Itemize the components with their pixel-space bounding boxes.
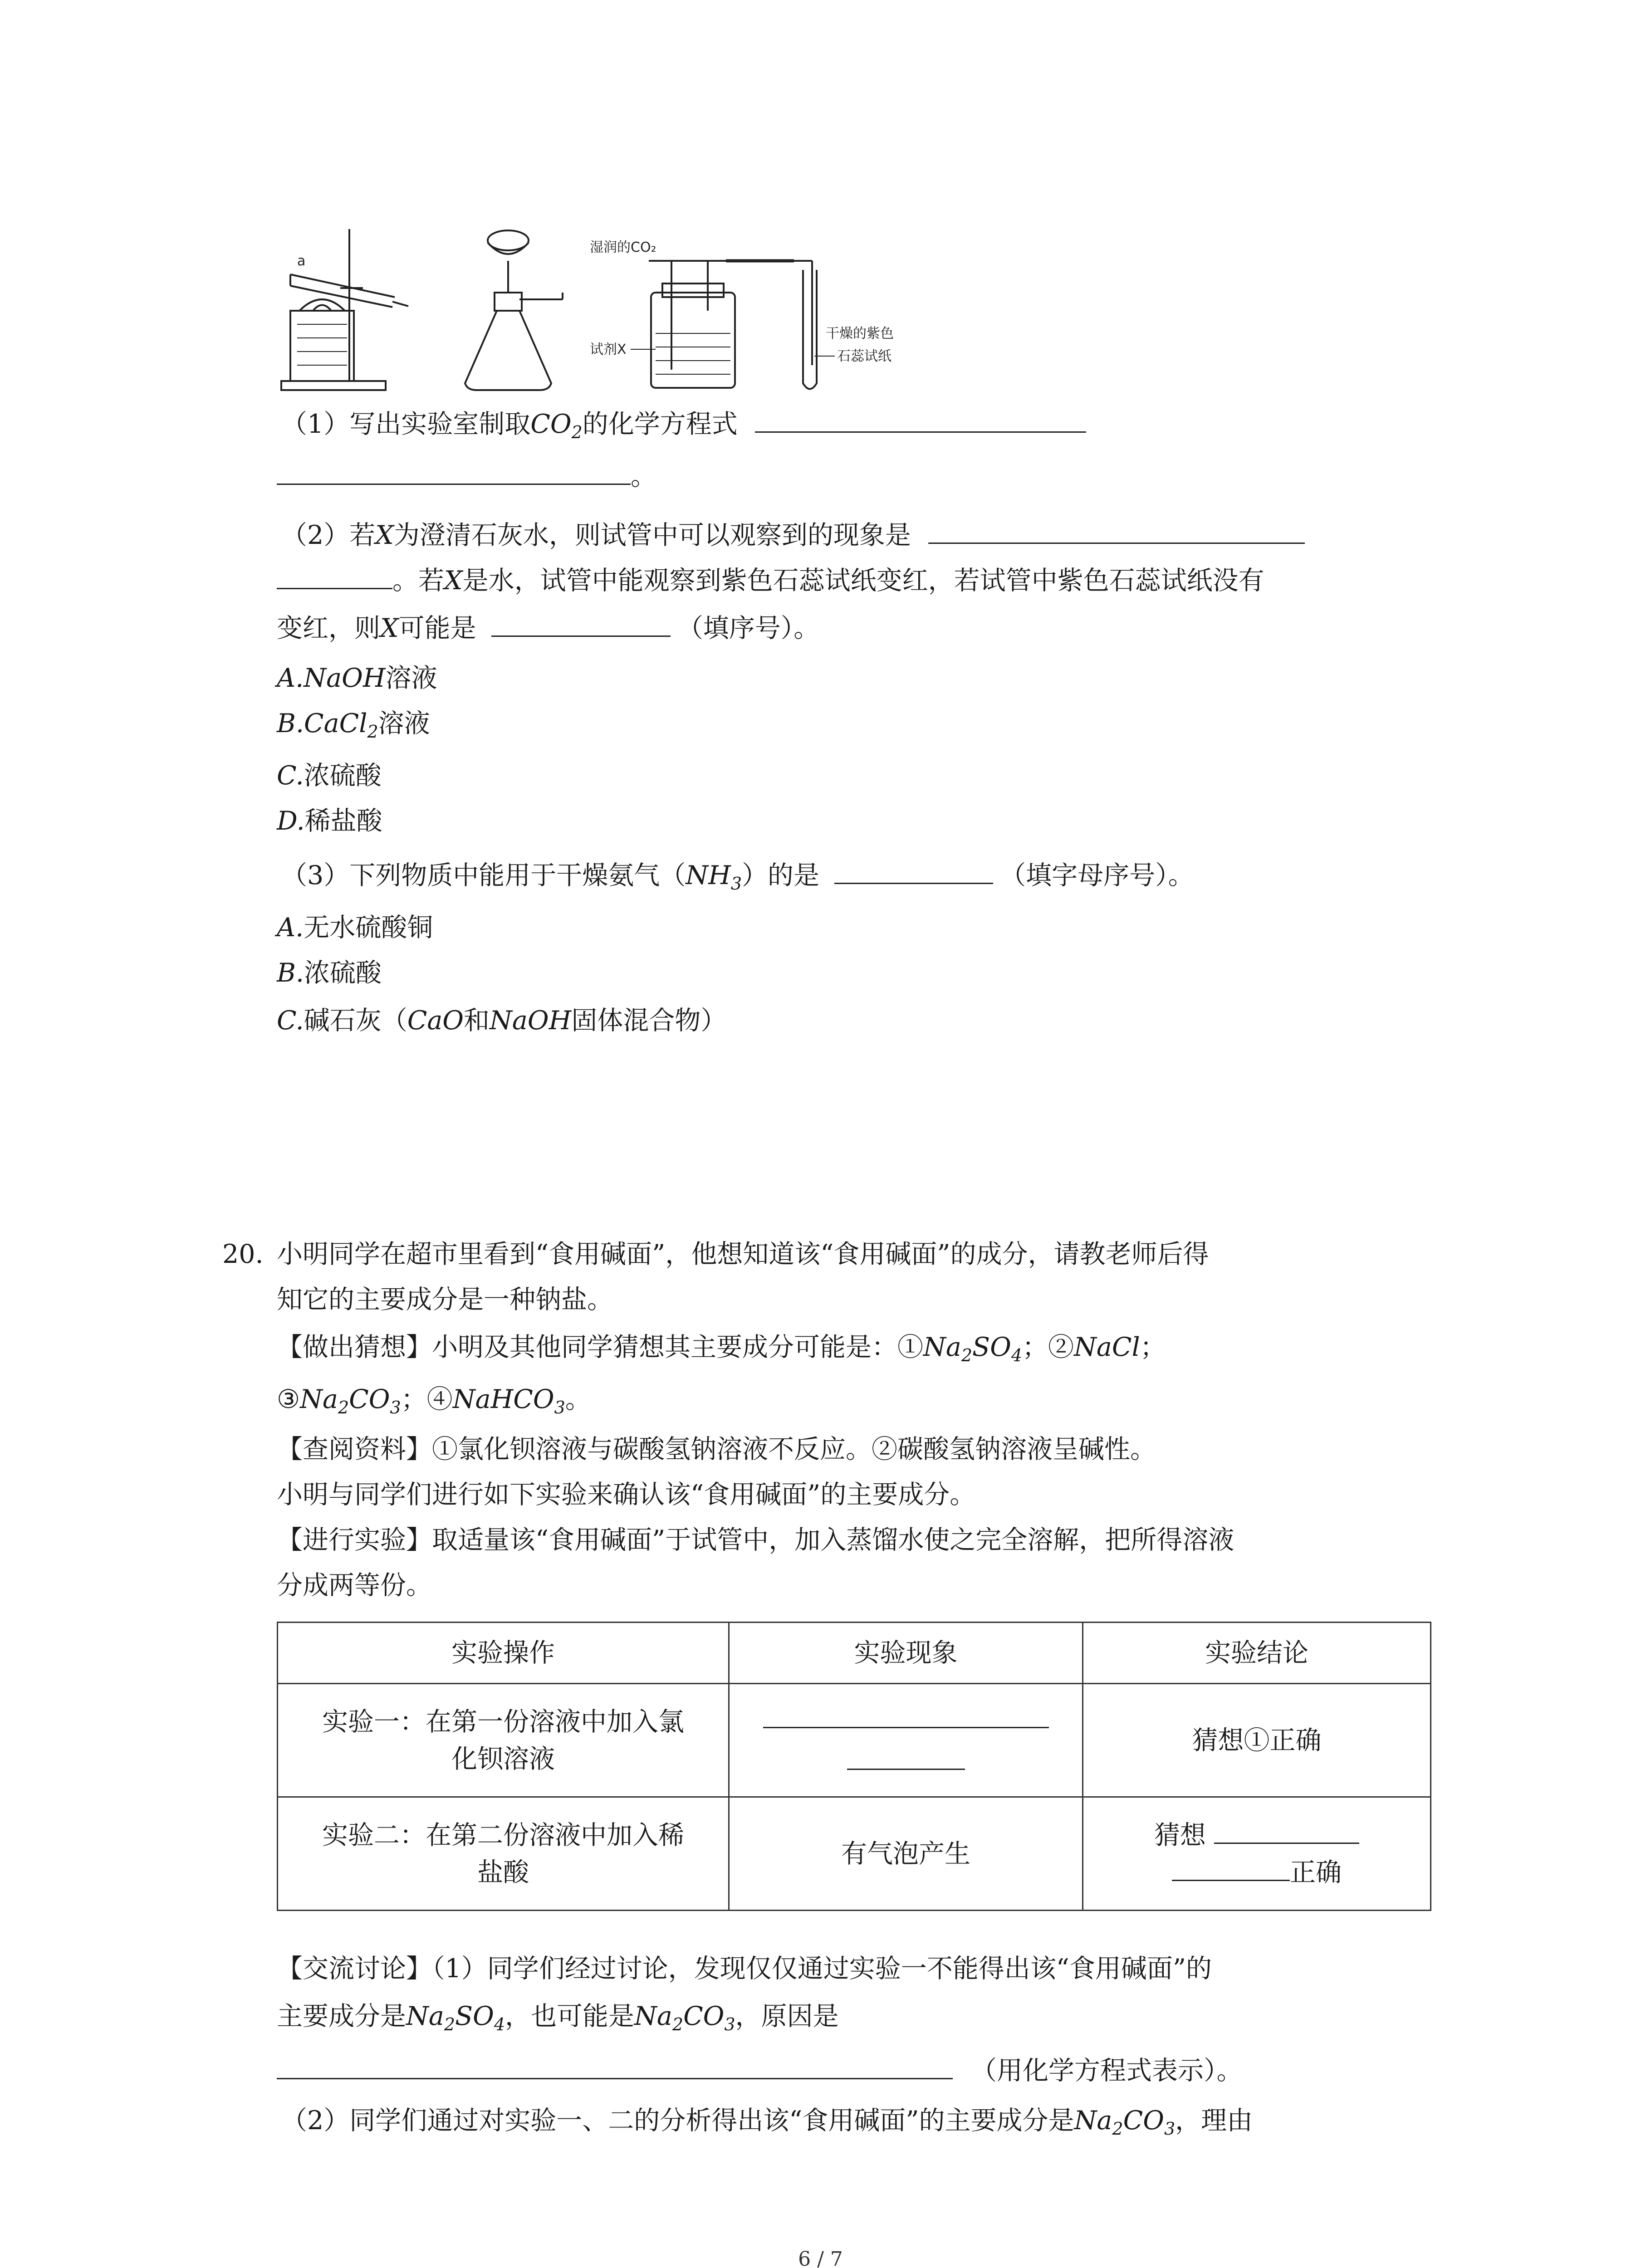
label-dry-paper-1: 干燥的紫色	[826, 326, 894, 342]
q20-experiment-line2: 分成两等份。	[277, 1570, 432, 1600]
header-phenomenon: 实验现象	[729, 1623, 1083, 1684]
row1-phenomenon	[729, 1684, 1083, 1797]
answer-blank-reason-equation[interactable]	[277, 2054, 953, 2079]
q19-part3-option-b: B.浓硫酸	[277, 958, 382, 988]
row2-phenomenon: 有气泡产生	[729, 1797, 1083, 1911]
q20-guess-line1: 【做出猜想】小明及其他同学猜想其主要成分可能是：$①Na_2SO_4$；②NaCl；	[277, 1332, 1166, 1365]
answer-blank-exp2-guess[interactable]	[1214, 1819, 1359, 1844]
q19-part2-line3: 变红，则X可能是 （填序号）。	[277, 610, 819, 646]
apparatus-figure	[272, 220, 962, 401]
experiment-table	[277, 1622, 1431, 1911]
answer-blank-exp1-phenomenon-cont[interactable]	[847, 1745, 965, 1770]
header-conclusion: 实验结论	[1083, 1623, 1431, 1684]
q19-option-a: A.NaOH溶液	[277, 663, 437, 693]
table-row	[278, 1684, 1431, 1797]
q19-part3-option-c: C.碱石灰（CaO和NaOH固体混合物）	[277, 1006, 727, 1036]
label-a: a	[297, 253, 306, 269]
answer-blank-nh3-dryer[interactable]	[834, 859, 993, 884]
q20-discussion-2: （2）同学们通过对实验一、二的分析得出该“食用碱面”的主要成分是$Na_2CO_3$，理由	[281, 2106, 1253, 2139]
q20-discussion-1a: 【交流讨论】（1）同学们经过讨论，发现仅仅通过实验一不能得出该“食用碱面”的	[277, 1954, 1212, 1984]
q19-option-b: B.CaCl$_2$溶液	[277, 709, 430, 742]
q19-part2-line2: 。若X是水，试管中能观察到紫色石蕊试纸变红，若试管中紫色石蕊试纸没有	[277, 562, 1264, 599]
header-operation: 实验操作	[278, 1623, 729, 1684]
answer-blank-co2-equation[interactable]	[755, 408, 1086, 433]
q20-number: 20.	[222, 1239, 264, 1269]
q19-part1-line1: （1）写出实验室制取$CO_2$的化学方程式	[281, 406, 1086, 442]
answer-blank-co2-equation-cont[interactable]	[277, 460, 631, 485]
q19-part2-line1: （2）若X为澄清石灰水，则试管中可以观察到的现象是	[281, 517, 1305, 553]
table-row	[278, 1797, 1431, 1911]
row1-operation: 实验一：在第一份溶液中加入氯 化钡溶液	[278, 1684, 729, 1797]
q19-option-c: C.浓硫酸	[277, 761, 382, 791]
label-dry-paper-2: 石蕊试纸	[837, 348, 892, 364]
row2-conclusion: 猜想 正确	[1083, 1797, 1431, 1911]
q20-discussion-1c: （用化学方程式表示）。	[277, 2053, 1243, 2089]
row2-operation: 实验二：在第二份溶液中加入稀 盐酸	[278, 1797, 729, 1911]
page-number: 6 / 7	[798, 2248, 843, 2268]
q20-guess-line2: $③Na_2CO_3$；④NaHCO$_3$。	[277, 1384, 591, 1418]
q20-intro-line2: 知它的主要成分是一种钠盐。	[277, 1285, 613, 1315]
q19-part3-option-a: A.无水硫酸铜	[277, 913, 433, 943]
q20-plan: 小明与同学们进行如下实验来确认该“食用碱面”的主要成分。	[277, 1480, 976, 1510]
q19-part1-line2: 。	[277, 458, 656, 494]
row1-conclusion: 猜想①正确	[1083, 1684, 1431, 1797]
q20-intro-line1: 小明同学在超市里看到“食用碱面”，他想知道该“食用碱面”的成分，请教老师后得	[277, 1239, 1209, 1269]
q20-discussion-1b: 主要成分是$Na_2SO_4$，也可能是$Na_2CO_3$，原因是	[277, 2001, 839, 2034]
label-wet-co2: 湿润的CO₂	[590, 240, 656, 255]
table-header-row	[278, 1623, 1431, 1684]
q20-experiment-line1: 【进行实验】取适量该“食用碱面”于试管中，加入蒸馏水使之完全溶解，把所得溶液	[277, 1525, 1234, 1555]
answer-blank-exp1-phenomenon[interactable]	[763, 1703, 1049, 1728]
answer-blank-exp2-guess-cont[interactable]	[1172, 1856, 1290, 1881]
q20-info: 【查阅资料】①氯化钡溶液与碳酸氢钠溶液不反应。②碳酸氢钠溶液呈碱性。	[277, 1434, 1156, 1464]
q19-part3-line1: （3）下列物质中能用于干燥氨气$(NH_3)$的是 （填字母序号）。	[281, 857, 1194, 894]
answer-blank-x-option[interactable]	[491, 612, 671, 637]
q19-option-d: D.稀盐酸	[277, 806, 382, 836]
answer-blank-phenomenon-cont[interactable]	[277, 564, 392, 589]
label-reagent-x: 试剂X	[590, 342, 627, 357]
answer-blank-phenomenon[interactable]	[928, 519, 1305, 544]
